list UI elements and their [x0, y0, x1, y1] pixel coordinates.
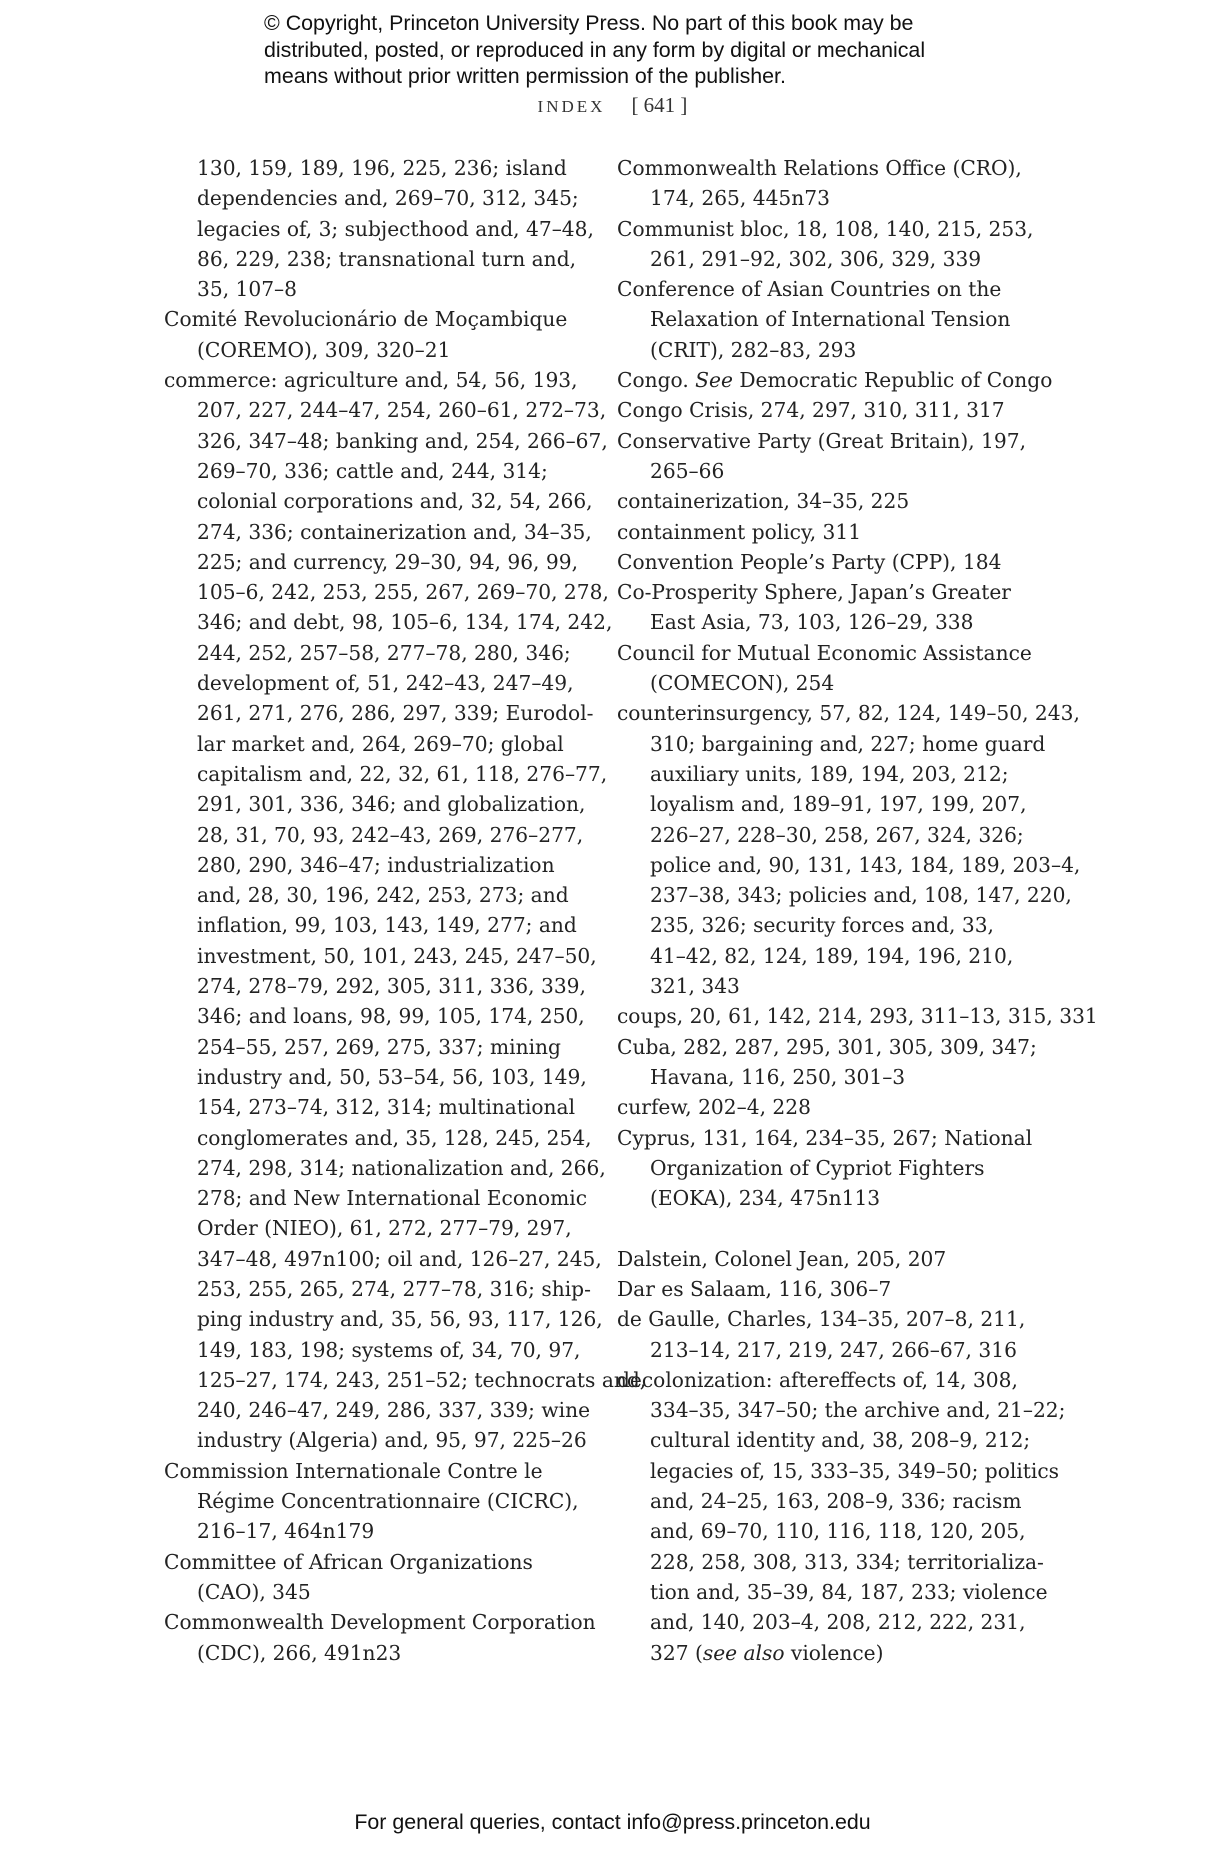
index-entry-line: investment, 50, 101, 243, 245, 247–50, [197, 943, 597, 968]
index-entry-line: East Asia, 73, 103, 126–29, 338 [650, 610, 974, 635]
index-entry-line: 216–17, 464n179 [197, 1519, 375, 1544]
index-entry-line: colonial corporations and, 32, 54, 266, [197, 489, 593, 514]
index-entry-line: 237–38, 343; policies and, 108, 147, 220, [650, 883, 1072, 908]
index-entry-line: inflation, 99, 103, 143, 149, 277; and [197, 913, 577, 938]
index-entry [617, 638, 1037, 699]
index-entry-line: 35, 107–8 [197, 277, 297, 302]
cross-reference-italic: see also [702, 1640, 785, 1665]
index-entry-line: 149, 183, 198; systems of, 34, 70, 97, [197, 1337, 581, 1362]
index-entry-line: 207, 227, 244–47, 254, 260–61, 272–73, [197, 398, 607, 423]
index-entry-line: legacies of, 3; subjecthood and, 47–48, [197, 216, 594, 241]
index-entry [617, 698, 1081, 1001]
index-entry-line: 154, 273–74, 312, 314; multinational [197, 1095, 576, 1120]
index-entry-line: 261, 271, 276, 286, 297, 339; Eurodol- [197, 701, 594, 726]
index-entry-line: 310; bargaining and, 227; home guard [650, 731, 1046, 756]
copyright-notice [264, 10, 1024, 90]
index-entry-line: Committee of African Organizations [164, 1549, 533, 1574]
index-entry-line: 346; and debt, 98, 105–6, 134, 174, 242, [197, 610, 613, 635]
index-entry [617, 547, 1037, 577]
index-entry [617, 426, 1037, 487]
index-entry [164, 1547, 584, 1608]
index-entry-line: 41–42, 82, 124, 189, 194, 196, 210, [650, 943, 1014, 968]
index-entry-line: (EOKA), 234, 475n113 [650, 1186, 881, 1211]
index-entry [617, 153, 1037, 214]
index-entry-line: tion and, 35–39, 84, 187, 233; violence [650, 1579, 1048, 1604]
index-entry [617, 517, 1037, 547]
index-entry-line: 274, 278–79, 292, 305, 311, 336, 339, [197, 974, 586, 999]
index-entry-line: 244, 252, 257–58, 277–78, 280, 346; [197, 640, 571, 665]
index-entry-line: (CAO), 345 [197, 1579, 311, 1604]
index-entry [617, 1001, 1098, 1031]
index-entry-line: Conference of Asian Countries on the [617, 277, 1002, 302]
index-entry-line: 347–48, 497n100; oil and, 126–27, 245, [197, 1246, 602, 1271]
copyright-line: © Copyright, Princeton University Press. No part of this book may be [264, 11, 914, 35]
index-entry-line: counterinsurgency, 57, 82, 124, 149–50, 243, [617, 701, 1080, 726]
index-entry-line: Conservative Party (Great Britain), 197, [617, 428, 1027, 453]
index-entry-line: 240, 246–47, 249, 286, 337, 339; wine [197, 1398, 591, 1423]
index-entry-line: Cuba, 282, 287, 295, 301, 305, 309, 347; [617, 1034, 1037, 1059]
index-entry-line: lar market and, 264, 269–70; global [197, 731, 564, 756]
index-entry-line: loyalism and, 189–91, 197, 199, 207, [650, 792, 1027, 817]
index-entry-line: Comité Revolucionário de Moçambique [164, 307, 568, 332]
index-entry [617, 1304, 1037, 1365]
index-entry-line: 105–6, 242, 253, 255, 267, 269–70, 278, [197, 580, 609, 605]
index-entry-line: 174, 265, 445n73 [650, 186, 830, 211]
index-entry [617, 274, 1037, 365]
letter-section-gap [617, 1213, 1037, 1243]
index-entry-line: development of, 51, 242–43, 247–49, [197, 671, 574, 696]
index-entry-line: 334–35, 347–50; the archive and, 21–22; [650, 1398, 1066, 1423]
index-entry-line: coups, 20, 61, 142, 214, 293, 311–13, 315, 331 [617, 1004, 1098, 1029]
index-entry-line: capitalism and, 22, 32, 61, 118, 276–77, [197, 761, 608, 786]
index-entry [617, 395, 1037, 425]
index-entry-line: containment policy, 311 [617, 519, 862, 544]
index-entry-line: and, 140, 203–4, 208, 212, 222, 231, [650, 1610, 1026, 1635]
running-head [0, 92, 1225, 120]
index-entry-line: Commonwealth Development Corporation [164, 1610, 596, 1635]
index-entry-line: 327 (see also violence) [650, 1640, 884, 1665]
index-entry-line: 86, 229, 238; transnational turn and, [197, 246, 577, 271]
index-entry-line: 213–14, 217, 219, 247, 266–67, 316 [650, 1337, 1017, 1362]
index-entry-line: and, 24–25, 163, 208–9, 336; racism [650, 1489, 1022, 1514]
index-entry-line: Congo. See Democratic Republic of Congo [617, 368, 1053, 393]
index-entry [164, 365, 647, 1456]
index-entry-line: Commonwealth Relations Office (CRO), [617, 156, 1022, 180]
index-column-left [164, 153, 647, 1668]
index-entry-line: de Gaulle, Charles, 134–35, 207–8, 211, [617, 1307, 1026, 1332]
index-entry-line: Council for Mutual Economic Assistance [617, 640, 1032, 665]
copyright-line: distributed, posted, or reproduced in any form by digital or mechanical [264, 37, 926, 62]
index-entry-line: 235, 326; security forces and, 33, [650, 913, 994, 938]
index-entry-line: legacies of, 15, 333–35, 349–50; politics [650, 1458, 1060, 1483]
index-entry-line: 269–70, 336; cattle and, 244, 314; [197, 458, 548, 483]
index-entry-line: cultural identity and, 38, 208–9, 212; [650, 1428, 1031, 1453]
page-number: [ 641 ] [631, 93, 688, 117]
index-entry-line: decolonization: aftereffects of, 14, 308, [617, 1367, 1018, 1392]
index-entry-line: Cyprus, 131, 164, 234–35, 267; National [617, 1125, 1033, 1150]
index-entry [617, 577, 1037, 638]
index-entry-line: 125–27, 174, 243, 251–52; technocrats and, [197, 1367, 647, 1392]
index-entry [617, 365, 1053, 395]
index-entry-line: industry and, 50, 53–54, 56, 103, 149, [197, 1064, 587, 1089]
index-column-right [617, 153, 1098, 1668]
index-entry-line: 226–27, 228–30, 258, 267, 324, 326; [650, 822, 1024, 847]
index-entry-line: Dalstein, Colonel Jean, 205, 207 [617, 1246, 947, 1271]
index-entry [617, 1244, 1037, 1274]
index-entry-line: industry (Algeria) and, 95, 97, 225–26 [197, 1428, 587, 1453]
index-entry-line: 326, 347–48; banking and, 254, 266–67, [197, 428, 608, 453]
index-entry-line: and, 69–70, 110, 116, 118, 120, 205, [650, 1519, 1026, 1544]
cross-reference-italic: See [695, 368, 733, 393]
index-entry-line: 274, 298, 314; nationalization and, 266, [197, 1155, 606, 1180]
index-entry-line: ping industry and, 35, 56, 93, 117, 126, [197, 1307, 603, 1332]
index-entry-line: 346; and loans, 98, 99, 105, 174, 250, [197, 1004, 585, 1029]
copyright-line: means without prior written permission of the publisher. [264, 64, 786, 88]
index-entry-line: curfew, 202–4, 228 [617, 1095, 811, 1120]
index-entry-line: 225; and currency, 29–30, 94, 96, 99, [197, 549, 578, 574]
index-entry [617, 1274, 1037, 1304]
index-entry-line: (COMECON), 254 [650, 671, 835, 696]
index-entry-line: Dar es Salaam, 116, 306–7 [617, 1276, 892, 1301]
index-entry [617, 1123, 1037, 1214]
index-entry-line: 261, 291–92, 302, 306, 329, 339 [650, 246, 982, 271]
index-entry-line: 274, 336; containerization and, 34–35, [197, 519, 592, 544]
footer-contact: For general queries, contact info@press.princeton.edu [354, 1810, 871, 1834]
index-entry-line: and, 28, 30, 196, 242, 253, 273; and [197, 883, 569, 908]
index-entry-line: Régime Concentrationnaire (CICRC), [197, 1489, 579, 1514]
index-entry [617, 1365, 1066, 1668]
index-entry-line: Organization of Cypriot Fighters [650, 1155, 985, 1180]
index-entry-line: police and, 90, 131, 143, 184, 189, 203–4, [650, 852, 1081, 877]
index-entry-line: 278; and New International Economic [197, 1186, 588, 1211]
index-entry [617, 214, 1037, 275]
index-entry-line: 254–55, 257, 269, 275, 337; mining [197, 1034, 561, 1059]
index-entry-continuation [164, 153, 594, 304]
index-entry-line: 253, 255, 265, 274, 277–78, 316; ship- [197, 1276, 591, 1301]
index-entry-line: conglomerates and, 35, 128, 245, 254, [197, 1125, 592, 1150]
index-entry-line: Relaxation of International Tension [650, 307, 1011, 332]
index-entry-line: Co-Prosperity Sphere, Japan’s Greater [617, 580, 1011, 605]
index-entry-line: 321, 343 [650, 974, 740, 999]
index-entry [617, 1092, 1037, 1122]
index-entry-line: 28, 31, 70, 93, 242–43, 269, 276–277, [197, 822, 584, 847]
index-entry-line: 280, 290, 346–47; industrialization [197, 852, 555, 877]
running-head-label: INDEX [537, 97, 606, 116]
index-entry-line: 265–66 [650, 458, 725, 483]
index-entry-line: Communist bloc, 18, 108, 140, 215, 253, [617, 216, 1034, 241]
index-entry-line: containerization, 34–35, 225 [617, 489, 910, 514]
index-entry-line: (CRIT), 282–83, 293 [650, 337, 857, 362]
index-entry-line: Congo Crisis, 274, 297, 310, 311, 317 [617, 398, 1005, 423]
index-entry [164, 1607, 596, 1668]
index-entry-line: dependencies and, 269–70, 312, 345; [197, 186, 579, 211]
index-entry-line: 130, 159, 189, 196, 225, 236; island [197, 156, 567, 180]
index-entry-line: Havana, 116, 250, 301–3 [650, 1064, 906, 1089]
index-entry [164, 1456, 584, 1547]
index-entry-line: commerce: agriculture and, 54, 56, 193, [164, 368, 578, 393]
index-entry [164, 304, 584, 365]
index-entry-line: 291, 301, 336, 346; and globalization, [197, 792, 586, 817]
index-entry [617, 486, 1037, 516]
index-entry-line: (CDC), 266, 491n23 [197, 1640, 402, 1665]
index-entry-line: Commission Internationale Contre le [164, 1458, 543, 1483]
index-entry-line: Order (NIEO), 61, 272, 277–79, 297, [197, 1216, 572, 1241]
index-entry [617, 1032, 1037, 1093]
index-entry-line: Convention People’s Party (CPP), 184 [617, 549, 1002, 574]
index-entry-line: auxiliary units, 189, 194, 203, 212; [650, 761, 1009, 786]
index-entry-line: 228, 258, 308, 313, 334; territorializa- [650, 1549, 1044, 1574]
index-entry-line: (COREMO), 309, 320–21 [197, 337, 451, 362]
